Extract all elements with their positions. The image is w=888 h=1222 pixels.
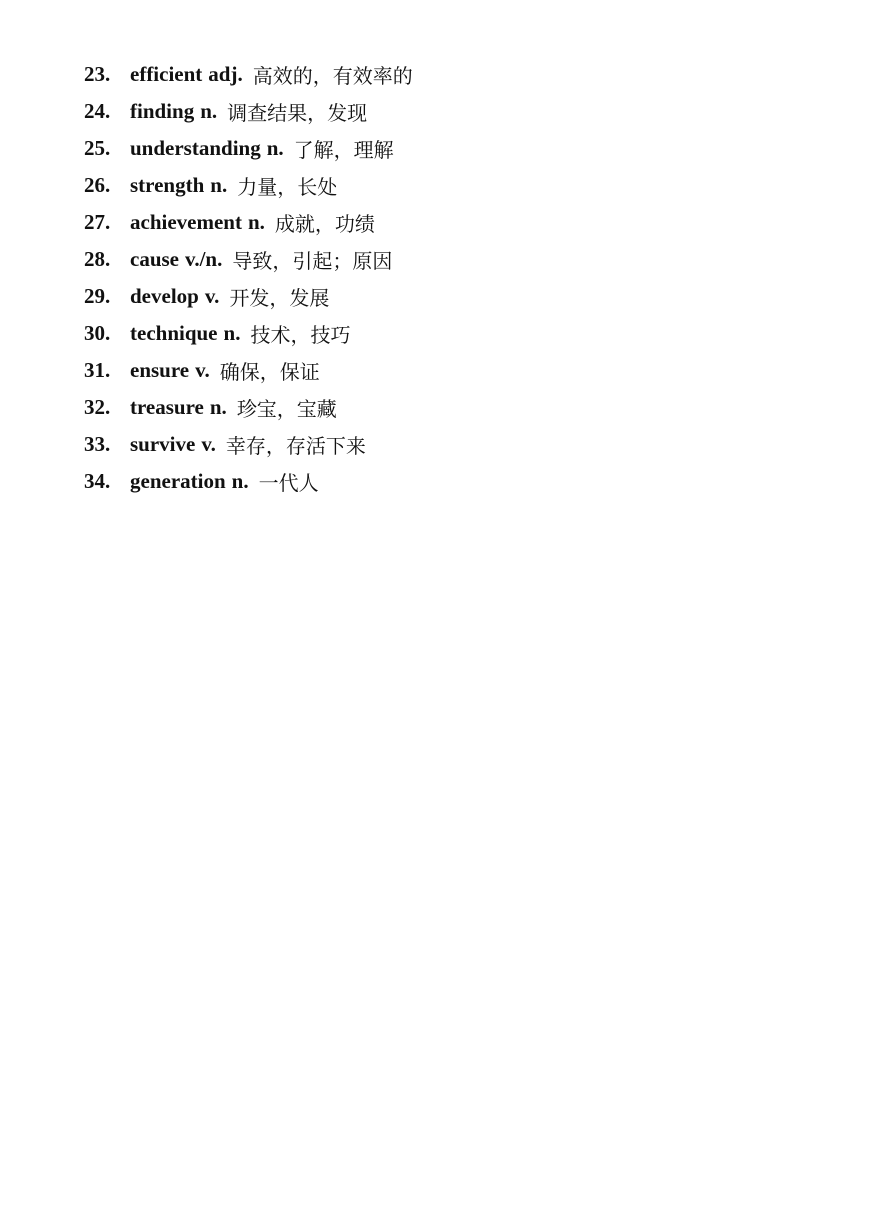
chinese-meaning: 了解，理解 <box>293 138 394 162</box>
chinese-meaning: 调查结果，发现 <box>227 101 368 125</box>
vocab-item <box>84 204 413 241</box>
vocab-item <box>84 93 413 130</box>
english-word: treasure <box>130 395 204 419</box>
vocab-item <box>84 167 413 204</box>
english-word: efficient <box>130 62 203 86</box>
chinese-meaning: 导致，引起；原因 <box>232 249 393 273</box>
vocab-item <box>84 241 413 278</box>
chinese-meaning: 确保，保证 <box>219 360 320 384</box>
part-of-speech: n. <box>247 210 265 234</box>
vocab-item <box>84 278 413 315</box>
item-number: 27. <box>84 210 111 234</box>
chinese-meaning: 力量，长处 <box>237 175 338 199</box>
vocab-item <box>84 130 413 167</box>
english-word: achievement <box>130 210 242 234</box>
vocab-item <box>84 352 413 389</box>
item-number: 26. <box>84 173 111 197</box>
part-of-speech: n. <box>231 469 249 493</box>
chinese-meaning: 幸存，存活下来 <box>225 434 366 458</box>
item-number: 24. <box>84 99 111 123</box>
english-word: cause <box>130 247 179 271</box>
part-of-speech: adj. <box>208 62 243 86</box>
english-word: strength <box>130 173 205 197</box>
item-number: 29. <box>84 284 111 308</box>
chinese-meaning: 一代人 <box>258 471 319 495</box>
part-of-speech: n. <box>223 321 241 345</box>
chinese-meaning: 开发，发展 <box>229 286 330 310</box>
chinese-meaning: 高效的，有效率的 <box>252 64 413 88</box>
english-word: generation <box>130 469 226 493</box>
english-word: finding <box>130 99 195 123</box>
part-of-speech: v. <box>195 358 210 382</box>
part-of-speech: n. <box>209 395 227 419</box>
part-of-speech: n. <box>210 173 228 197</box>
item-number: 31. <box>84 358 111 382</box>
part-of-speech: n. <box>200 99 218 123</box>
item-number: 34. <box>84 469 111 493</box>
chinese-meaning: 成就，功绩 <box>274 212 375 236</box>
part-of-speech: v. <box>201 432 216 456</box>
part-of-speech: v. <box>204 284 220 308</box>
part-of-speech: v./n. <box>185 247 223 271</box>
item-number: 25. <box>84 136 111 160</box>
item-number: 33. <box>84 432 111 456</box>
part-of-speech: n. <box>266 136 284 160</box>
english-word: develop <box>130 284 199 308</box>
item-number: 23. <box>84 62 111 86</box>
chinese-meaning: 技术，技巧 <box>250 323 351 347</box>
vocab-list <box>84 56 413 500</box>
item-number: 30. <box>84 321 111 345</box>
english-word: understanding <box>130 136 261 160</box>
vocab-item <box>84 389 413 426</box>
item-number: 32. <box>84 395 111 419</box>
english-word: ensure <box>130 358 190 382</box>
vocab-item <box>84 426 413 463</box>
vocab-item <box>84 315 413 352</box>
item-number: 28. <box>84 247 111 271</box>
vocab-item <box>84 463 413 500</box>
english-word: survive <box>130 432 196 456</box>
english-word: technique <box>130 321 218 345</box>
vocab-item <box>84 56 413 93</box>
chinese-meaning: 珍宝，宝藏 <box>236 397 337 421</box>
